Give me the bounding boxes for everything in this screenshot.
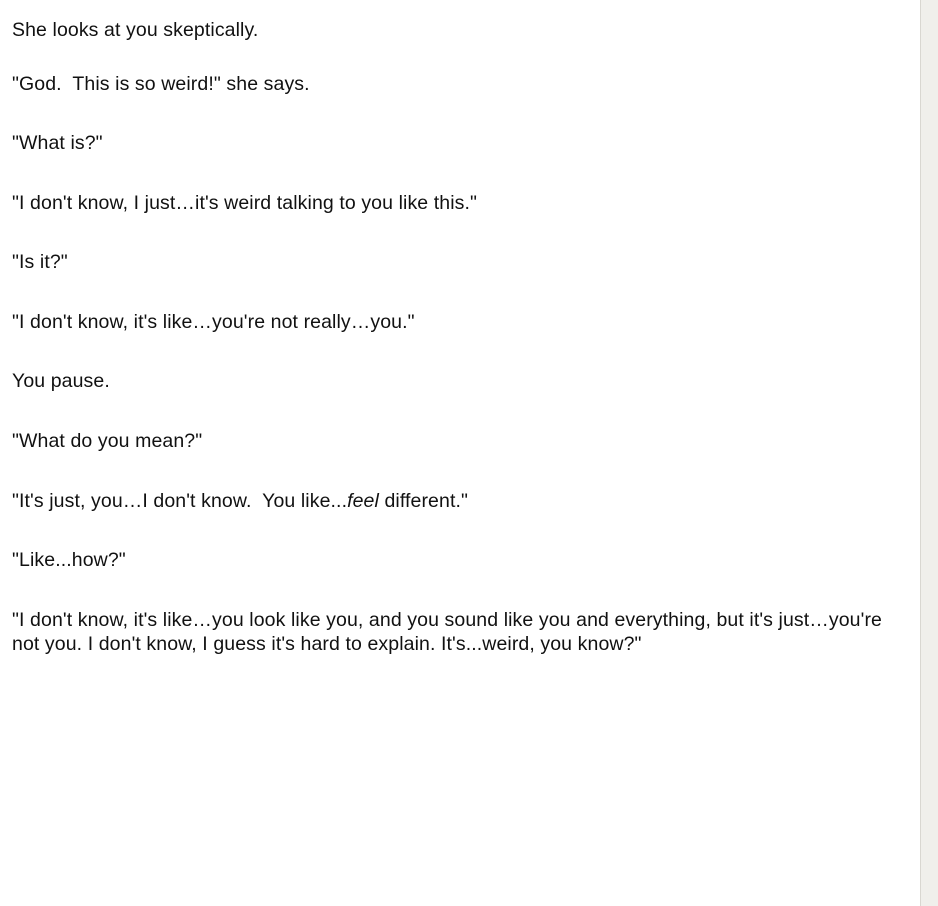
paragraph-7: You pause. <box>12 370 110 393</box>
paragraph-1: She looks at you skeptically. <box>12 19 259 41</box>
paragraph-9 <box>12 489 892 514</box>
paragraph-9-emphasis: feel <box>347 489 379 512</box>
paragraph-10: "Like...how?" <box>12 549 126 572</box>
paragraph-3: "What is?" <box>12 132 103 155</box>
paragraph-2: "God. This is so weird!" she says. <box>12 72 310 95</box>
paragraph-4: "I don't know, I just…it's weird talking to you like this." <box>12 191 478 214</box>
paragraph-8: "What do you mean?" <box>12 429 203 452</box>
paragraph-11: "I don't know, it's like…you look like you, and you sound like you and everything, but it's just…you're not you. I don't know, I guess it's hard to explain. It's...weird, you know?" <box>12 608 888 656</box>
paragraph-5: "Is it?" <box>12 251 68 274</box>
document-text-body[interactable] <box>12 18 892 657</box>
paragraph-9-text-before: "It's just, you…I don't know. You like... <box>12 489 348 512</box>
scrollbar-track[interactable] <box>920 0 938 906</box>
paragraph-6: "I don't know, it's like…you're not really…you." <box>12 310 415 333</box>
paragraph-9-text-after: different." <box>378 489 469 512</box>
